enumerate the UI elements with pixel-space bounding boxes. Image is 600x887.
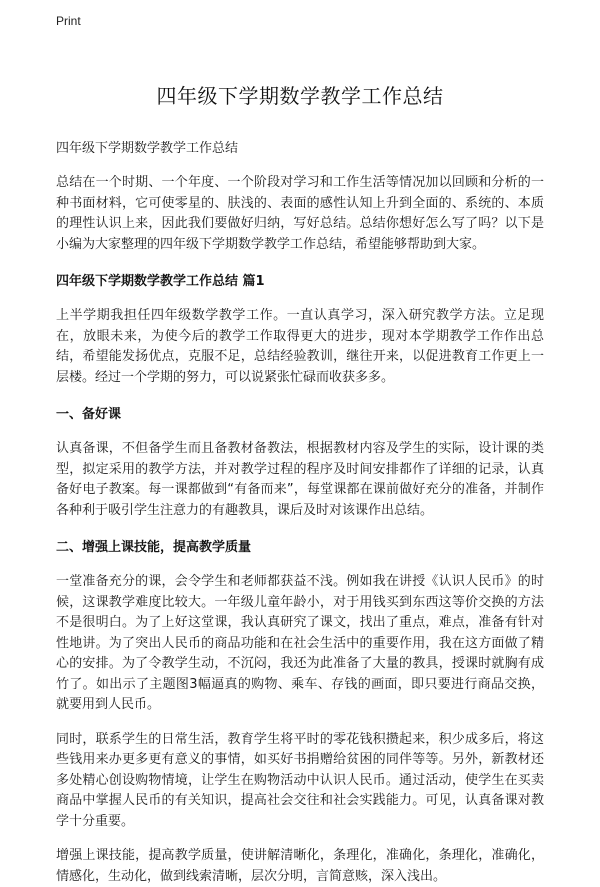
print-link[interactable]: Print [56, 14, 81, 28]
intro-paragraph: 总结在一个时期、一个年度、一个阶段对学习和工作生活等情况加以回顾和分析的一种书面材料，它可使零星的、肤浅的、表面的感性认知上升到全面的、系统的、本质的理性认识上来，因此我们要做好归纳，写好总结。总结你想好怎么写了吗？以下是小编为大家整理的四年级下学期数学教学工作总结，希望能够帮助到大家。 [56, 175, 544, 252]
article-heading: 四年级下学期数学教学工作总结 篇1 [56, 274, 265, 289]
section-heading-1: 一、备好课 [56, 407, 122, 422]
document-subtitle: 四年级下学期数学教学工作总结 [56, 141, 239, 156]
section-heading-2: 二、增强上课技能，提高教学质量 [56, 540, 252, 555]
document-title: 四年级下学期数学教学工作总结 [156, 84, 444, 108]
paragraph-5: 增强上课技能，提高教学质量，使讲解清晰化，条理化，准确化，条理化，准确化，情感化，生动化，做到线索清晰，层次分明，言简意赅，深入浅出。 [56, 848, 544, 884]
paragraph-1: 上半学期我担任四年级数学教学工作。一直认真学习，深入研究教学方法。立足现在，放眼未来，为使今后的教学工作取得更大的进步，现对本学期教学工作作出总结，希望能发扬优点，克服不足，总结经验教训，继往开来，以促进教育工作更上一层楼。经过一个学期的努力，可以说紧张忙碌而收获多多。 [56, 308, 544, 385]
paragraph-2: 认真备课，不但备学生而且备教材备教法，根据教材内容及学生的实际，设计课的类型，拟定采用的教学方法，并对教学过程的程序及时间安排都作了详细的记录，认真备好电子教案。每一课都做到“有备而来”，每堂课都在课前做好充分的准备，并制作各种利于吸引学生注意力的有趣教具，课后及时对该课作出总结。 [56, 441, 544, 518]
paragraph-4: 同时，联系学生的日常生活，教育学生将平时的零花钱积攒起来，积少成多后，将这些钱用来办更多更有意义的事情，如买好书捐赠给贫困的同伴等等。另外，新教材还多处精心创设购物情境，让学生在购物活动中认识人民币。通过活动，使学生在买卖商品中掌握人民币的有关知识，提高社会交往和社会实践能力。可见，认真备课对教学十分重要。 [56, 731, 544, 829]
paragraph-3: 一堂准备充分的课，会令学生和老师都获益不浅。例如我在讲授《认识人民币》的时候，这课教学难度比较大。一年级儿童年龄小，对于用钱买到东西这等价交换的方法不是很明白。为了上好这堂课，我认真研究了课文，找出了重点，难点，准备有针对性地讲。为了突出人民币的商品功能和在社会生活中的重要作用，我在这方面做了精心的安排。为了令教学生动，不沉闷，我还为此准备了大量的教具，授课时就胸有成竹了。如出示了主题图3幅逼真的购物、乘车、存钱的画面，即只要进行商品交换，就要用到人民币。 [56, 574, 544, 712]
